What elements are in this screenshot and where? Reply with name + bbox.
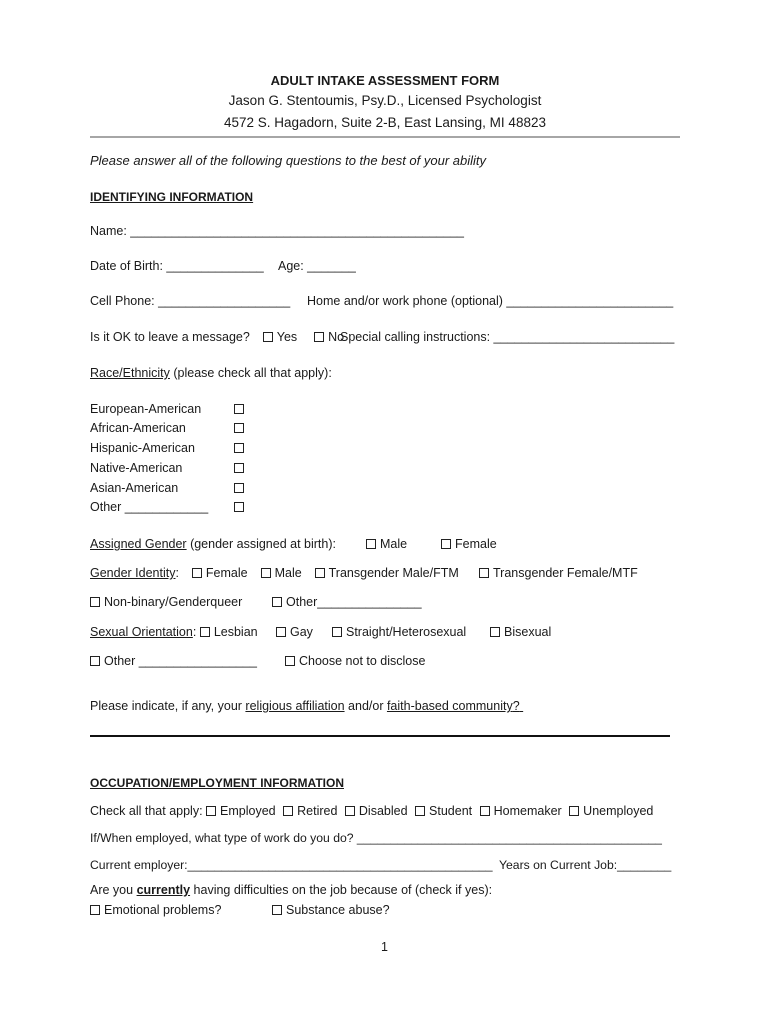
gi-male-label: Male xyxy=(274,566,302,580)
gi-trans-male-label: Transgender Male/FTM xyxy=(328,566,459,580)
identifying-heading: IDENTIFYING INFORMATION xyxy=(90,190,254,204)
employment-check-label: Check all that apply: xyxy=(90,804,203,818)
race-checkbox[interactable] xyxy=(234,443,244,453)
gi-other-label: Other_______________ xyxy=(286,595,422,609)
gi-trans-female-option[interactable] xyxy=(479,567,638,580)
message-question: Is it OK to leave a message? xyxy=(90,330,250,344)
gi-nonbinary-option[interactable] xyxy=(90,596,242,609)
message-row xyxy=(90,331,344,344)
race-option-label: African-American xyxy=(90,421,186,435)
gi-nonbinary-label: Non-binary/Genderqueer xyxy=(104,595,243,609)
sexual-orientation-label: Sexual Orientation xyxy=(90,625,193,639)
so-other-label: Other _________________ xyxy=(104,654,257,668)
race-option-label: Asian-American xyxy=(90,481,179,495)
message-no-label: No xyxy=(328,330,345,344)
message-no-checkbox[interactable] xyxy=(314,332,324,342)
message-yes-checkbox[interactable] xyxy=(263,332,273,342)
employment-option-label: Retired xyxy=(297,804,338,818)
employment-checkbox[interactable] xyxy=(415,806,425,816)
address-line: 4572 S. Hagadorn, Suite 2-B, East Lansing, MI 48823 xyxy=(224,115,546,130)
gi-other-checkbox[interactable] xyxy=(272,597,282,607)
employment-option-label: Student xyxy=(429,804,473,818)
race-checkbox[interactable] xyxy=(234,502,244,512)
gi-female-label: Female xyxy=(205,566,248,580)
assigned-male-option[interactable] xyxy=(366,538,407,551)
gender-identity-label: Gender Identity xyxy=(90,566,176,580)
so-decline-option[interactable] xyxy=(285,655,425,668)
substance-option[interactable] xyxy=(272,904,390,917)
race-option-label: Hispanic-American xyxy=(90,441,195,455)
race-checkbox[interactable] xyxy=(234,404,244,414)
name-field[interactable]: Name: ________________________________________________ xyxy=(90,224,464,238)
so-gay-option[interactable] xyxy=(276,626,313,639)
race-label: Race/Ethnicity xyxy=(90,366,170,380)
faith-community-text: faith-based community xyxy=(386,699,513,713)
employment-option-label: Employed xyxy=(220,804,276,818)
employment-option-label: Homemaker xyxy=(493,804,562,818)
religion-question-mark: ? xyxy=(512,699,520,713)
assigned-female-label: Female xyxy=(455,537,497,551)
religion-question xyxy=(90,700,523,713)
religion-affiliation-text: religious affiliation xyxy=(245,699,345,713)
gender-identity-colon: : xyxy=(175,566,179,580)
message-yes-label: Yes xyxy=(276,330,298,344)
religion-answer-line[interactable] xyxy=(90,735,670,737)
employment-checkbox[interactable] xyxy=(283,806,293,816)
so-bisexual-checkbox[interactable] xyxy=(490,627,500,637)
employment-checkbox[interactable] xyxy=(569,806,579,816)
gi-male-checkbox[interactable] xyxy=(261,568,271,578)
race-option-label: European-American xyxy=(90,402,202,416)
emotional-label: Emotional problems? xyxy=(104,903,222,917)
religion-mid: and/or xyxy=(344,699,387,713)
work-type-field[interactable]: If/When employed, what type of work do you do? _____________________________________________ xyxy=(90,831,662,845)
assigned-male-label: Male xyxy=(380,537,408,551)
race-checkbox[interactable] xyxy=(234,423,244,433)
assigned-female-option[interactable] xyxy=(441,538,497,551)
age-field[interactable]: Age: _______ xyxy=(278,259,356,273)
so-straight-checkbox[interactable] xyxy=(332,627,342,637)
race-checkbox[interactable] xyxy=(234,463,244,473)
substance-checkbox[interactable] xyxy=(272,905,282,915)
employment-checkbox[interactable] xyxy=(345,806,355,816)
race-checkbox[interactable] xyxy=(234,483,244,493)
so-decline-label: Choose not to disclose xyxy=(299,654,426,668)
gi-trans-male-checkbox[interactable] xyxy=(315,568,325,578)
assigned-gender-note: (gender assigned at birth): xyxy=(186,537,336,551)
race-option-label: Native-American xyxy=(90,461,183,475)
so-straight-label: Straight/Heterosexual xyxy=(346,625,467,639)
difficulties-suffix: having difficulties on the job because of (check if yes): xyxy=(190,883,493,897)
so-gay-checkbox[interactable] xyxy=(276,627,286,637)
special-instructions-field[interactable]: Special calling instructions: __________________________ xyxy=(340,330,675,344)
so-gay-label: Gay xyxy=(290,625,313,639)
assigned-female-checkbox[interactable] xyxy=(441,539,451,549)
gi-female-checkbox[interactable] xyxy=(192,568,202,578)
so-straight-option[interactable] xyxy=(332,626,466,639)
gi-nonbinary-checkbox[interactable] xyxy=(90,597,100,607)
race-option-label[interactable]: Other ____________ xyxy=(90,500,209,514)
so-bisexual-option[interactable] xyxy=(490,626,551,639)
gi-other-option[interactable] xyxy=(272,596,422,609)
provider-line: Jason G. Stentoumis, Psy.D., Licensed Psychologist xyxy=(228,93,542,108)
employment-checkbox[interactable] xyxy=(206,806,216,816)
employment-option-label: Disabled xyxy=(358,804,408,818)
race-note: (please check all that apply): xyxy=(169,366,332,380)
so-lesbian-checkbox[interactable] xyxy=(200,627,210,637)
emotional-option[interactable] xyxy=(90,904,221,917)
employment-status-row xyxy=(90,805,653,818)
difficulties-emphasis: currently xyxy=(136,883,191,897)
religion-prefix: Please indicate, if any, your xyxy=(90,699,246,713)
so-lesbian-label: Lesbian xyxy=(213,625,258,639)
sexual-orientation-row xyxy=(90,626,258,639)
header-divider xyxy=(90,136,680,138)
page-number: 1 xyxy=(381,940,388,954)
religion-trail xyxy=(520,699,523,713)
gi-trans-female-checkbox[interactable] xyxy=(479,568,489,578)
emotional-checkbox[interactable] xyxy=(90,905,100,915)
form-title: ADULT INTAKE ASSESSMENT FORM xyxy=(270,73,500,88)
so-decline-checkbox[interactable] xyxy=(285,656,295,666)
assigned-gender-title: Assigned Gender xyxy=(90,537,187,551)
years-on-job-field[interactable]: Years on Current Job:________ xyxy=(499,858,672,872)
substance-label: Substance abuse? xyxy=(286,903,390,917)
dob-field[interactable]: Date of Birth: ______________ xyxy=(90,259,264,273)
gi-trans-female-label: Transgender Female/MTF xyxy=(493,566,638,580)
home-phone-field[interactable]: Home and/or work phone (optional) ________________________ xyxy=(307,294,674,308)
cell-phone-field[interactable]: Cell Phone: ___________________ xyxy=(90,294,291,308)
current-employer-field[interactable]: Current employer:_____________________________________________ xyxy=(90,858,493,872)
gender-identity-row xyxy=(90,567,459,580)
so-other-option[interactable] xyxy=(90,655,257,668)
employment-checkbox[interactable] xyxy=(480,806,490,816)
so-other-checkbox[interactable] xyxy=(90,656,100,666)
assigned-male-checkbox[interactable] xyxy=(366,539,376,549)
employment-option-label: Unemployed xyxy=(583,804,654,818)
race-heading xyxy=(90,367,332,380)
instructions: Please answer all of the following questions to the best of your ability xyxy=(90,153,487,168)
difficulties-prefix: Are you xyxy=(90,883,137,897)
sexual-orientation-colon: : xyxy=(192,625,197,639)
difficulties-question xyxy=(90,884,492,897)
so-bisexual-label: Bisexual xyxy=(504,625,552,639)
occupation-heading: OCCUPATION/EMPLOYMENT INFORMATION xyxy=(90,776,344,790)
assigned-gender-label xyxy=(90,538,336,551)
